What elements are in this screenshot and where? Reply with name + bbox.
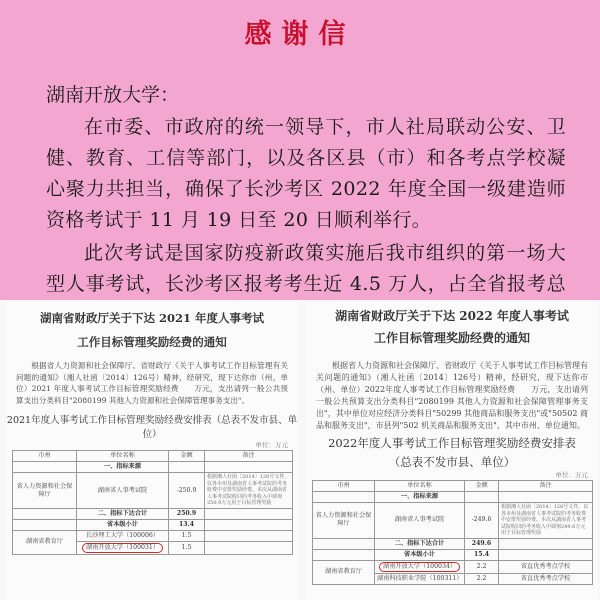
document-scans xyxy=(0,300,600,600)
cell-note xyxy=(499,492,593,503)
table-row xyxy=(313,549,593,560)
table-header-row xyxy=(13,451,293,462)
header-note: 备注 xyxy=(499,481,593,492)
letter-body xyxy=(46,80,566,300)
cell-unit: 湖南省人事考试院 xyxy=(77,473,169,509)
letter-paragraph-1: 在市委、市政府的统一领导下，市人社局联动公安、卫健、教育、工信等部门，以及各区县（市）和各考点学校凝心聚力共担当，确保了长沙考区 2022 年度全国一级建造师资格考试于 11 月 19 日至 20 日顺利举行。 xyxy=(46,116,566,231)
cell-unit xyxy=(77,541,169,554)
cell-note xyxy=(205,462,293,473)
notice-2022 xyxy=(306,302,598,600)
cell-note: 根据湘人社函〔2014〕126号文件，以各市州及湖南省人事考试院的考务收费中安排奖励经费。本次从湖南省人事考试院收回的考务收入中调剂250.9万元用于目标管理奖励 xyxy=(205,473,293,509)
cell-city: 省人力资源和社会保障厅 xyxy=(13,473,77,509)
cell-amount: 1.5 xyxy=(169,541,205,554)
notice-2022-unit: 单位：万元 xyxy=(555,471,588,479)
cell-amount: 13.4 xyxy=(169,519,205,530)
header-unit: 单位名称 xyxy=(77,451,169,462)
cell-city xyxy=(13,462,77,473)
cell-note: 省直优秀考点学校 xyxy=(499,573,593,584)
cell-amount xyxy=(465,492,499,503)
red-circle-highlight: 湖南开放大学（100034） xyxy=(379,562,460,572)
notice-2022-table xyxy=(312,480,593,585)
cell-city xyxy=(313,538,375,549)
table-row xyxy=(313,503,593,539)
cell-unit xyxy=(375,560,465,573)
cell-note xyxy=(499,538,593,549)
cell-note xyxy=(205,519,293,530)
table-row xyxy=(13,473,293,509)
header-amount: 金额 xyxy=(169,451,205,462)
table-row xyxy=(13,462,293,473)
cell-city xyxy=(313,492,375,503)
cell-unit: 一、指标来源 xyxy=(375,492,465,503)
cell-unit: 湖南科技职业学院（100311） xyxy=(375,573,465,584)
cell-city xyxy=(313,549,375,560)
letter-paragraph-2: 此次考试是国家防疫新政策实施后我市组织的第一场大型人事考试，长沙考区报考考生近 4.5 万人，占全省报考总 xyxy=(46,242,566,295)
cell-amount: 15.4 xyxy=(465,549,499,560)
cell-unit: 省本级小计 xyxy=(77,519,169,530)
notice-2022-body: 根据省人力资源和社会保障厅、省财政厅《关于人事考试工作目标管理有关问题的通知》（湘人社函〔2014〕126号）精神，经研究，现下达你市（州、单位）2022年度人事考试工作目标管理奖励经费 万元，支出请列一般公共预算支出分类科目"2080199 其他人力资源和社会保障管理事务支出"，其中单位对应经济分类科目"50299 其他商品和服务支出"或"50502 商品和服务支出"，市县列"502 机关商品和服务支出"，其中市州、单位通知。 xyxy=(316,361,588,430)
cell-note: 根据湘人社函〔2014〕126号文件，以各市州及湖南省人事考试院的考务收费中安排奖励经费。本次从湖南省人事考试院收回的考务收入中调剂249.6万元用于目标管理奖励 xyxy=(499,503,593,539)
cell-amount: 1.5 xyxy=(169,530,205,541)
table-row xyxy=(13,530,293,541)
header-unit: 单位名称 xyxy=(375,481,465,492)
red-circle-highlight: 湖南开放大学（100031） xyxy=(82,543,163,553)
cell-amount: -250.9 xyxy=(169,473,205,509)
cell-amount: 2.2 xyxy=(465,573,499,584)
cell-city xyxy=(13,508,77,519)
header-city: 市州 xyxy=(313,481,375,492)
notice-2021-table-title: 2021年度人事考试工作目标管理奖励经费安排表（总表不发市县、单位） xyxy=(6,415,298,441)
table-row xyxy=(313,492,593,503)
table-row xyxy=(313,538,593,549)
cell-unit: 长沙理工大学（100006） xyxy=(77,530,169,541)
cell-city xyxy=(13,519,77,530)
notice-2021 xyxy=(6,302,298,600)
cell-city: 省人力资源和社会保障厅 xyxy=(313,503,375,539)
cell-amount xyxy=(169,462,205,473)
cell-unit: 省本级小计 xyxy=(375,549,465,560)
letter-salutation: 湖南开放大学： xyxy=(46,84,180,106)
notice-2021-body: 根据省人力资源和社会保障厅、省财政厅《关于人事考试工作目标管理有关问题的通知》（湘人社函〔2014〕126号）精神，经研究，现下达你市（州、单位）2021 年度人事考试工作目标管理奖励经费 万元，支出请列一般公共预算支出分类科目"2080199 其他人力资源和社会保障管理事务支出"。 xyxy=(16,361,288,405)
cell-note xyxy=(205,530,293,541)
cell-amount: 249.6 xyxy=(465,538,499,549)
cell-city: 湖南省教育厅 xyxy=(13,530,77,554)
table-row xyxy=(13,508,293,519)
cell-note xyxy=(499,549,593,560)
table-row xyxy=(13,519,293,530)
cell-unit: 湖南省人事考试院 xyxy=(375,503,465,539)
header-city: 市州 xyxy=(13,451,77,462)
notice-2021-title-line2: 工作目标管理奖励经费的通知 xyxy=(77,335,227,349)
cell-city: 湖南省教育厅 xyxy=(313,560,375,584)
cell-note xyxy=(205,508,293,519)
cell-unit: 一、指标来源 xyxy=(77,462,169,473)
header-note: 备注 xyxy=(205,451,293,462)
letter-title: 感谢信 xyxy=(244,19,356,50)
cell-note xyxy=(205,541,293,554)
cell-amount: -249.6 xyxy=(465,503,499,539)
cell-note: 省直优秀考点学校 xyxy=(499,560,593,573)
table-header-row xyxy=(313,481,593,492)
cell-amount: 250.9 xyxy=(169,508,205,519)
notice-2022-table-title-line1: 2022年度人事考试工作目标管理奖励经费安排表 xyxy=(328,436,576,450)
notice-2021-title-line1: 湖南省财政厅关于下达 2021 年度人事考试 xyxy=(39,311,264,325)
cell-amount: 2.2 xyxy=(465,560,499,573)
cell-unit: 二、指标下达合计 xyxy=(77,508,169,519)
header-amount: 金额 xyxy=(465,481,499,492)
notice-2021-unit: 单位：万元 xyxy=(255,441,288,450)
notice-2022-title-line1: 湖南省财政厅关于下达 2022 年度人事考试 xyxy=(335,309,569,323)
cell-unit: 二、指标下达合计 xyxy=(375,538,465,549)
table-row-highlighted xyxy=(313,560,593,573)
notice-2022-table-title-line2: （总表不发市县、单位） xyxy=(388,455,516,469)
notice-2022-title-line2: 工作目标管理奖励经费的通知 xyxy=(373,331,530,345)
notice-2021-table xyxy=(12,450,293,555)
